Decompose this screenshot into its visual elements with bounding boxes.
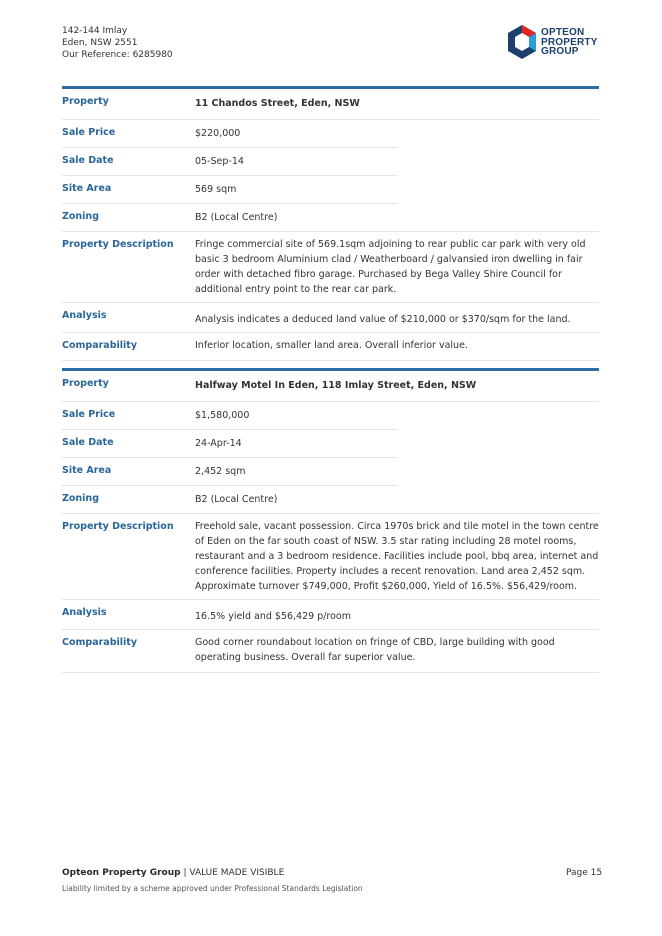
property-description: Fringe commercial site of 569.1sqm adjoining to rear public car park with very old basic 3 bedroom Aluminium clad / Weatherboard / galvansied iron dwelling in fair order with detached fibro garage. Purchased by Bega Valley Shire Council for additional entry point to the rear car park. <box>195 239 586 295</box>
address-line-1: 142-144 Imlay <box>62 26 128 36</box>
row-site-area: Site Area 2,452 sqm <box>62 458 398 486</box>
row-sale-price: Sale Price $1,580,000 <box>62 402 398 430</box>
analysis: Analysis indicates a deduced land value of $210,000 or $370/sqm for the land. <box>195 314 571 325</box>
row-zoning: Zoning B2 (Local Centre) <box>62 486 599 514</box>
sale-date: 05-Sep-14 <box>195 156 244 167</box>
row-sale-date: Sale Date 05-Sep-14 <box>62 148 398 176</box>
row-property: Property 11 Chandos Street, Eden, NSW <box>62 89 599 120</box>
sale-price: $220,000 <box>195 128 241 139</box>
row-comparability: Comparability Inferior location, smaller land area. Overall inferior value. <box>62 333 599 361</box>
footer-separator: | <box>180 868 190 878</box>
comparability: Good corner roundabout location on fringe of CBD, large building with good operating business. Overall far superior value. <box>195 637 555 663</box>
row-property: Property Halfway Motel In Eden, 118 Imlay Street, Eden, NSW <box>62 371 599 402</box>
row-zoning: Zoning B2 (Local Centre) <box>62 204 599 232</box>
footer-liability: Liability limited by a scheme approved under Professional Standards Legislation <box>62 884 363 893</box>
header-address <box>62 25 173 61</box>
sale-evidence-1 <box>62 86 599 361</box>
comparability: Inferior location, smaller land area. Overall inferior value. <box>195 340 468 351</box>
sale-date: 24-Apr-14 <box>195 438 242 449</box>
property-address: Halfway Motel In Eden, 118 Imlay Street, Eden, NSW <box>195 380 477 391</box>
row-description: Property Description Fringe commercial site of 569.1sqm adjoining to rear public car park with very old basic 3 bedroom Aluminium clad / Weatherboard / galvansied iron dwelling in fair order with detached fibro garage. Purchased by Bega Valley Shire Council for additional entry point to the rear car park. <box>62 232 599 303</box>
row-description: Property Description Freehold sale, vacant possession. Circa 1970s brick and tile motel in the town centre of Eden on the far south coast of NSW. 3.5 star rating including 28 motel rooms, restaurant and a 3 bedroom residence. Facilities include pool, bbq area, internet and conference facilities. Property includes a recent renovation. Land area 2,452 sqm. Approximate turnover $749,000, Profit $260,000, Yield of 16.5%. $56,429/room. <box>62 514 599 600</box>
property-address: 11 Chandos Street, Eden, NSW <box>195 98 360 109</box>
zoning: B2 (Local Centre) <box>195 212 278 223</box>
reference-number: Our Reference: 6285980 <box>62 50 173 60</box>
logo-wordmark: OPTEON PROPERTY GROUP <box>541 27 598 57</box>
footer-tagline: VALUE MADE VISIBLE <box>189 868 285 878</box>
property-description: Freehold sale, vacant possession. Circa 1970s brick and tile motel in the town centre of Eden on the far south coast of NSW. 3.5 star rating including 28 motel rooms, restaurant and a 3 bedroom residence. Facilities include pool, bbq area, internet and conference facilities. Property includes a recent renovation. Land area 2,452 sqm. Approximate turnover $749,000, Profit $260,000, Yield of 16.5%. $56,429/room. <box>195 521 599 592</box>
row-sale-date: Sale Date 24-Apr-14 <box>62 430 398 458</box>
address-line-2: Eden, NSW 2551 <box>62 38 138 48</box>
sale-evidence-2 <box>62 368 599 673</box>
opteon-logo <box>505 24 605 60</box>
footer-brand: Opteon Property Group <box>62 868 181 878</box>
site-area: 569 sqm <box>195 184 237 195</box>
analysis: 16.5% yield and $56,429 p/room <box>195 611 351 622</box>
page-number: Page 15 <box>566 868 603 878</box>
row-sale-price: Sale Price $220,000 <box>62 120 398 148</box>
row-analysis: Analysis Analysis indicates a deduced land value of $210,000 or $370/sqm for the land. <box>62 303 599 333</box>
logo-hexagon-icon <box>505 24 539 60</box>
footer-brand-line <box>62 868 284 878</box>
row-analysis: Analysis 16.5% yield and $56,429 p/room <box>62 600 599 630</box>
row-comparability: Comparability Good corner roundabout location on fringe of CBD, large building with good operating business. Overall far superior value. <box>62 630 599 673</box>
zoning: B2 (Local Centre) <box>195 494 278 505</box>
site-area: 2,452 sqm <box>195 466 246 477</box>
sale-price: $1,580,000 <box>195 410 250 421</box>
row-site-area: Site Area 569 sqm <box>62 176 398 204</box>
